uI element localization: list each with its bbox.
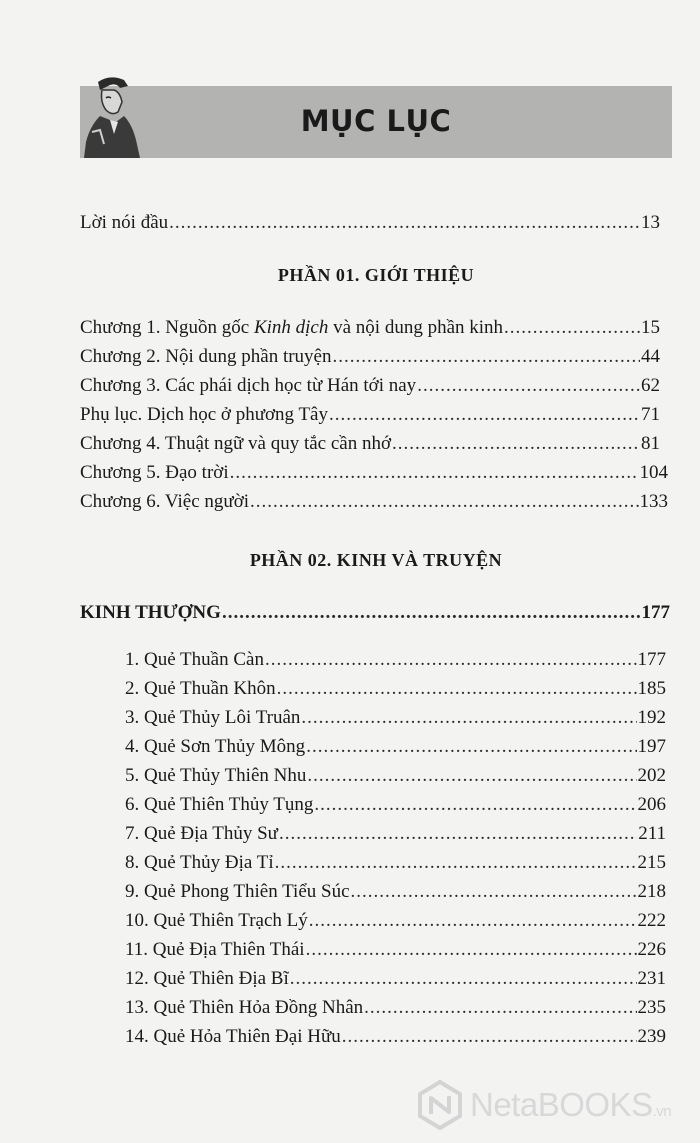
toc-entry-preface: [80, 211, 660, 235]
toc-entry: [125, 880, 666, 904]
toc-header: [80, 86, 672, 158]
netabooks-watermark: [414, 1078, 700, 1132]
toc-entry: [80, 432, 660, 456]
leader-dots: [275, 851, 637, 875]
toc-entry-page: 133: [639, 491, 668, 512]
toc-entry: [125, 967, 666, 991]
toc-section-page: 177: [641, 602, 670, 623]
toc-entry: [125, 706, 666, 730]
toc-entry-page: 222: [637, 910, 666, 931]
netabooks-logo-icon: [414, 1079, 466, 1131]
part-heading: PHẦN 02. KINH VÀ TRUYỆN: [249, 550, 503, 570]
toc-entry-page: 62: [641, 375, 660, 396]
toc-entry-label: 6. Quẻ Thiên Thủy Tụng: [125, 794, 314, 815]
toc-entry-page: 226: [637, 939, 666, 960]
toc-entry-page: 215: [637, 852, 666, 873]
toc-entry-label: 11. Quẻ Địa Thiên Thái: [125, 939, 305, 960]
toc-entry-page: 231: [637, 968, 666, 989]
watermark-text: NetaBOOKS.vn: [470, 1086, 672, 1123]
toc-entry-page: 197: [637, 736, 666, 757]
leader-dots: [364, 996, 636, 1020]
leader-dots: [392, 432, 640, 456]
toc-entry-page: 177: [637, 649, 666, 670]
leader-dots: [314, 793, 636, 817]
leader-dots: [351, 880, 637, 904]
toc-entry-label: Phụ lục. Dịch học ở phương Tây: [80, 404, 328, 425]
toc-entry: [125, 851, 666, 875]
toc-entry: [125, 735, 666, 759]
toc-entry-label: 12. Quẻ Thiên Địa Bĩ: [125, 968, 289, 989]
toc-entry-label: Lời nói đầu: [80, 212, 169, 233]
toc-entry: [125, 677, 666, 701]
toc-section-kinh-thuong: [80, 601, 670, 625]
toc-entry-label: 7. Quẻ Địa Thủy Sư: [125, 823, 278, 844]
toc-entry: [80, 403, 660, 427]
toc-entry-label: 5. Quẻ Thủy Thiên Nhu: [125, 765, 307, 786]
toc-entry-page: 71: [641, 404, 660, 425]
toc-entry-label: 1. Quẻ Thuần Càn: [125, 649, 264, 670]
leader-dots: [329, 403, 640, 427]
leader-dots: [333, 345, 641, 369]
toc-entry-label: Chương 4. Thuật ngữ và quy tắc cần nhớ: [80, 433, 392, 454]
leader-dots: [307, 764, 636, 788]
leader-dots: [265, 648, 637, 672]
leader-dots: [301, 706, 636, 730]
book-title-italic: Kinh dịch: [253, 317, 329, 338]
page-title: MỤC LỤC: [300, 104, 452, 138]
toc-entry-page: 192: [637, 707, 666, 728]
leader-dots: [169, 211, 640, 235]
toc-entry-page: 202: [637, 765, 666, 786]
toc-entry-page: 239: [637, 1026, 666, 1047]
toc-entry-label: 9. Quẻ Phong Thiên Tiểu Súc: [125, 881, 350, 902]
toc-entry: [125, 1025, 666, 1049]
toc-entry: [80, 345, 660, 369]
toc-entry-page: 235: [637, 997, 666, 1018]
toc-entry-page: 81: [641, 433, 660, 454]
leader-dots: [309, 909, 637, 933]
toc-entry: [125, 764, 666, 788]
toc-entry-label: Chương 5. Đạo trời: [80, 462, 229, 483]
toc-entry-label: 13. Quẻ Thiên Hỏa Đồng Nhân: [125, 997, 364, 1018]
toc-entry-label: Chương 3. Các phái dịch học từ Hán tới nay: [80, 375, 417, 396]
toc-entry: [125, 909, 666, 933]
toc-entry-label: 4. Quẻ Sơn Thủy Mông: [125, 736, 306, 757]
toc-entry-label: 14. Quẻ Hỏa Thiên Đại Hữu: [125, 1026, 341, 1047]
toc-entry-page: 104: [639, 462, 668, 483]
toc-entry: [125, 822, 666, 846]
toc-entry-page: 44: [641, 346, 660, 367]
leader-dots: [250, 490, 638, 514]
leader-dots: [279, 822, 637, 846]
toc-entry-label: 2. Quẻ Thuần Khôn: [125, 678, 276, 699]
toc-entry-page: 218: [637, 881, 666, 902]
toc-entry: [125, 938, 666, 962]
toc-entry-page: 185: [637, 678, 666, 699]
leader-dots: [342, 1025, 637, 1049]
leader-dots: [277, 677, 637, 701]
toc-entry-label: Chương 1. Nguồn gốc Kinh dịch và nội dung phần kinh: [80, 317, 504, 338]
toc-entry: [80, 374, 660, 398]
leader-dots: [417, 374, 640, 398]
toc-entry-label: Chương 2. Nội dung phần truyện: [80, 346, 332, 367]
toc-entry-chapter-1: [80, 316, 660, 340]
toc-entry: [125, 996, 666, 1020]
toc-entry-page: 13: [641, 212, 660, 233]
toc-entry: [125, 793, 666, 817]
leader-dots: [222, 601, 641, 625]
leader-dots: [306, 938, 637, 962]
toc-entry-page: 206: [637, 794, 666, 815]
toc-entry: [80, 490, 668, 514]
leader-dots: [290, 967, 637, 991]
toc-entry: [80, 461, 668, 485]
leader-dots: [306, 735, 636, 759]
toc-section-label: KINH THƯỢNG: [80, 602, 221, 623]
toc-entry-page: 211: [638, 823, 666, 844]
leader-dots: [230, 461, 639, 485]
toc-entry-label: 3. Quẻ Thủy Lôi Truân: [125, 707, 301, 728]
leader-dots: [504, 316, 640, 340]
toc-entry-label: 10. Quẻ Thiên Trạch Lý: [125, 910, 308, 931]
toc-entry-label: Chương 6. Việc người: [80, 491, 250, 512]
part-heading: PHẦN 01. GIỚI THIỆU: [277, 265, 475, 285]
toc-entry: [125, 648, 666, 672]
toc-entry-label: 8. Quẻ Thủy Địa Tỉ: [125, 852, 274, 873]
toc-entry-page: 15: [641, 317, 660, 338]
